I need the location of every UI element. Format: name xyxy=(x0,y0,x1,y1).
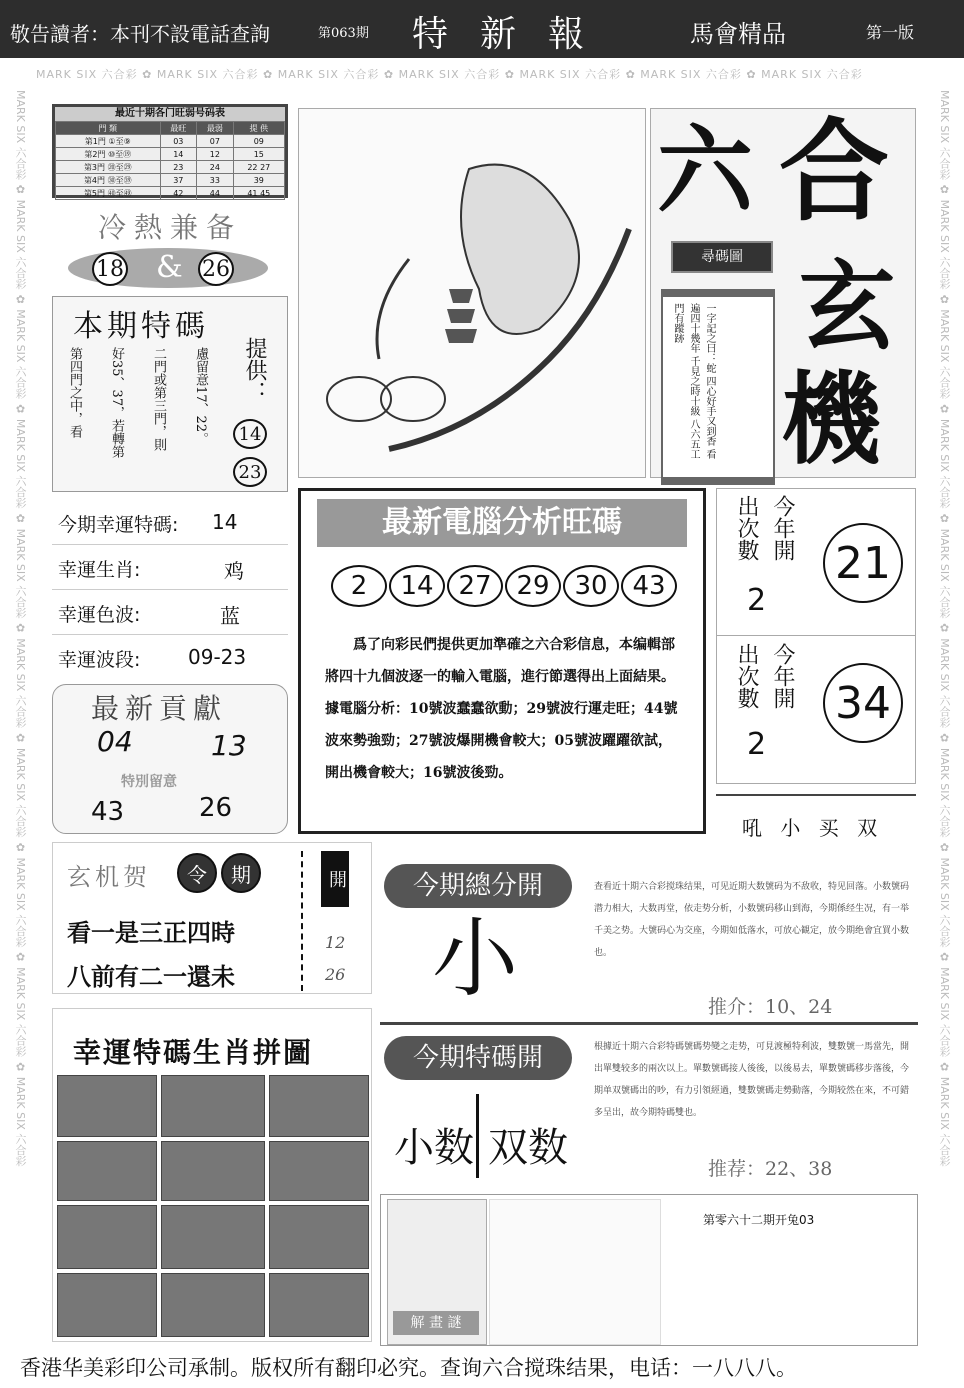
table-row xyxy=(56,148,285,161)
table-title: 最近十期各门旺弱号码表 xyxy=(55,107,285,121)
puzzle-title: 幸運特碼生肖拼圖 xyxy=(73,1036,314,1069)
total-pill: 今期總分開 xyxy=(384,864,572,908)
lucky-value: 09-23 xyxy=(188,645,247,669)
lucky-row xyxy=(52,590,288,635)
table-cell: 第5門 ㊵至㊾ xyxy=(56,187,161,200)
benqi-number: 14 xyxy=(233,419,267,449)
table-cell: 37 xyxy=(160,174,197,187)
stats-box xyxy=(716,488,916,784)
stat-block xyxy=(717,489,915,636)
liuhe-scroll-text: 一字記之曰：蛇 四心好手又到香 看遍四十幾年 千見之時十級 八六五工門有蹤跡 xyxy=(672,303,715,460)
total-recommend: 推介：10、24 xyxy=(708,996,833,1018)
section-divider xyxy=(380,1022,918,1025)
table-cell: 33 xyxy=(197,174,234,187)
lucky-row xyxy=(52,500,288,545)
contribution-box xyxy=(52,684,288,834)
computer-number: 29 xyxy=(505,565,561,607)
contribution-number: 13 xyxy=(211,729,247,762)
lucky-value: 14 xyxy=(212,510,238,534)
liuhe-char: 玄 xyxy=(799,250,895,363)
benqi-col4: 第四門之中，看 xyxy=(67,347,82,438)
xuanji-line: 八前有二一還未 xyxy=(67,962,235,991)
table-cell: 07 xyxy=(197,135,234,148)
lucky-row xyxy=(52,545,288,590)
table-cell: 44 xyxy=(197,187,234,200)
special-section xyxy=(380,1026,916,1186)
hot-number: 26 xyxy=(198,252,234,286)
dashed-divider xyxy=(301,851,303,991)
computer-box xyxy=(298,488,706,834)
xuanji-line: 看一是三正四時 xyxy=(67,918,235,947)
table-cell: 第3門 ⑳至㉙ xyxy=(56,161,161,174)
lucky-label: 幸運色波: xyxy=(58,604,141,626)
cold-number: 18 xyxy=(92,252,128,286)
ampersand: & xyxy=(156,250,183,285)
liuhe-box xyxy=(650,108,916,478)
number-table xyxy=(55,121,285,200)
puzzle-tile xyxy=(161,1075,265,1137)
benqi-col2: 二門或第三門，則 xyxy=(151,347,166,451)
footer: 香港华美彩印公司承制。版权所有翻印必究。查询六合搅珠结果，电话：一八八八。 xyxy=(20,1356,797,1380)
riddle-button[interactable]: 解 畫 謎 xyxy=(393,1311,479,1335)
stat-label: 今年開 xyxy=(770,495,795,561)
rooster-illustration xyxy=(298,108,646,478)
puzzle-tile xyxy=(161,1273,265,1337)
special-value: 小数 xyxy=(394,1125,474,1171)
puzzle-tile xyxy=(269,1205,369,1269)
stat-number: 34 xyxy=(823,663,903,743)
table-cell: 15 xyxy=(233,148,284,161)
top-bar xyxy=(0,0,964,58)
xuanji-badge: 令 xyxy=(177,853,217,893)
liuhe-char: 合 xyxy=(779,107,889,236)
table-cell: 第1門 ①至⑨ xyxy=(56,135,161,148)
stat-block xyxy=(717,637,915,783)
xuanji-badge: 期 xyxy=(221,853,261,893)
page-label: 第一版 xyxy=(866,23,915,42)
slogan-text: 吼 小 买 双 xyxy=(742,816,884,840)
computer-number: 14 xyxy=(389,565,445,607)
lucky-label: 幸運生肖: xyxy=(58,559,141,581)
benqi-col1: 慮留意17、22。 xyxy=(193,347,208,446)
masthead-title: 特新報 xyxy=(412,14,617,55)
puzzle-tile xyxy=(161,1205,265,1269)
liuhe-tag: 尋碼圖 xyxy=(671,241,773,273)
special-pill: 今期特碼開 xyxy=(384,1036,572,1080)
watermark-top: MARK SIX 六合彩 ✿ MARK SIX 六合彩 ✿ MARK SIX 六合彩 ✿ MARK SIX 六合彩 ✿ MARK SIX 六合彩 ✿ MARK SIX 六合彩 ✿ MARK SIX 六合彩 xyxy=(36,68,863,81)
computer-numbers xyxy=(331,565,677,607)
table-cell: 24 xyxy=(197,161,234,174)
computer-number: 2 xyxy=(331,565,387,607)
puzzle-box xyxy=(52,1008,372,1342)
watermark-left: MARK SIX 六合彩 ✿ MARK SIX 六合彩 ✿ MARK SIX 六合彩 ✿ MARK SIX 六合彩 ✿ MARK SIX 六合彩 ✿ MARK SIX 六合彩 ✿ MARK SIX 六合彩 ✿ MARK SIX 六合彩 ✿ MARK SIX 六合彩 ✿ MARK SIX 六合彩 xyxy=(14,90,27,1167)
table-cell: 12 xyxy=(197,148,234,161)
cold-hot-title: 冷熱兼备 xyxy=(97,211,242,244)
table-cell: 14 xyxy=(160,148,197,161)
special-text: 根據近十期六合彩特碼號碼势變之走势，可見渡極特利波，雙數號一馬當先，開出單雙较多的兩次以上。單數號碼接人後後，以後易去，單數號碼移步落後，今期单双號碼出的吵，有力引領經過，雙數號碼走勢動落，今期较然在來，不可錯多呈出，故今期特碼雙也。 xyxy=(594,1042,910,1118)
stat-number: 21 xyxy=(823,523,903,603)
total-section xyxy=(380,852,916,1022)
xuanji-box xyxy=(52,842,372,994)
stat-count: 2 xyxy=(747,727,767,762)
table-cell: 03 xyxy=(160,135,197,148)
benqi-number: 23 xyxy=(233,457,267,487)
table-row xyxy=(56,174,285,187)
table-header: 最旺 xyxy=(160,122,197,135)
xuanji-side: 開 xyxy=(321,851,349,907)
contribution-number: 04 xyxy=(97,725,133,758)
benqi-provide: 提供： xyxy=(242,337,267,403)
riddle-caption: 第零六十二期开兔03 xyxy=(703,1213,815,1227)
puzzle-tile xyxy=(57,1075,157,1137)
puzzle-tile xyxy=(269,1141,369,1201)
liuhe-char: 機 xyxy=(781,360,881,478)
computer-number: 30 xyxy=(563,565,619,607)
special-divider xyxy=(476,1094,479,1178)
benqi-title: 本期特碼 xyxy=(73,309,209,344)
table-cell: 第4門 ㉚至㊴ xyxy=(56,174,161,187)
computer-text: 爲了向彩民們提供更加準確之六合彩信息，本编輯部將四十九個波逐一的輸入電腦，進行節選得出上面結果。據電腦分析：10號波蠢蠢欲動；29號波行運走旺；44號波來勢強勁；27號波爆開機會較大；05號波躍躍欲試，開出機會較大；16號波後勁。 xyxy=(325,637,678,781)
puzzle-tile xyxy=(269,1273,369,1337)
puzzle-tile xyxy=(57,1141,157,1201)
benqi-col3: 好35、37，若轉第 xyxy=(109,347,124,459)
lucky-value: 蓝 xyxy=(220,604,240,628)
stat-count: 2 xyxy=(747,583,767,618)
issue-number: 第063期 xyxy=(318,26,369,41)
computer-title: 最新電腦分析旺碼 xyxy=(317,499,687,547)
stat-label: 今年開 xyxy=(770,643,795,709)
number-table-box xyxy=(52,104,288,198)
total-value: 小 xyxy=(432,909,518,1009)
notice-text: 敬告讀者：本刊不設電話查詢 xyxy=(10,22,270,46)
puzzle-tile xyxy=(57,1273,157,1337)
stat-label: 出次數 xyxy=(734,643,759,709)
special-value: 双数 xyxy=(488,1125,568,1171)
riddle-scene xyxy=(489,1199,661,1345)
table-cell: 22 27 xyxy=(233,161,284,174)
puzzle-tile xyxy=(57,1205,157,1269)
masthead-subtitle: 馬會精品 xyxy=(690,20,786,48)
contribution-number: 26 xyxy=(199,793,233,823)
table-cell: 第2門 ⑩至⑲ xyxy=(56,148,161,161)
puzzle-tile xyxy=(161,1141,265,1201)
table-header: 門 類 xyxy=(56,122,161,135)
table-cell: 41 45 xyxy=(233,187,284,200)
rooster-drawing xyxy=(299,109,645,477)
table-header: 最弱 xyxy=(197,122,234,135)
computer-number: 43 xyxy=(621,565,677,607)
riddle-box xyxy=(380,1194,918,1346)
contribution-number: 43 xyxy=(91,797,125,827)
stat-label: 出次數 xyxy=(734,495,759,561)
table-header-row xyxy=(56,122,285,135)
table-cell: 39 xyxy=(233,174,284,187)
table-row xyxy=(56,135,285,148)
butterfly-number: 12 xyxy=(325,933,346,952)
special-attention-label: 特別留意 xyxy=(121,774,177,790)
table-row xyxy=(56,187,285,200)
table-row xyxy=(56,161,285,174)
table-cell: 42 xyxy=(160,187,197,200)
slogan-box xyxy=(716,794,916,850)
puzzle-tile xyxy=(269,1075,369,1137)
lucky-row xyxy=(52,635,288,679)
table-cell: 09 xyxy=(233,135,284,148)
lucky-label: 今期幸運特碼: xyxy=(58,514,179,536)
special-recommend: 推荐：22、38 xyxy=(708,1158,833,1180)
liuhe-scroll xyxy=(661,289,775,485)
lucky-value: 鸡 xyxy=(224,559,244,583)
table-cell: 23 xyxy=(160,161,197,174)
butterfly-number: 26 xyxy=(325,965,346,984)
lucky-box xyxy=(52,500,288,676)
computer-number: 27 xyxy=(447,565,503,607)
liuhe-char: 六 xyxy=(657,114,753,227)
total-text: 查看近十期六合彩搅珠结果，可见近期大数號码为不敌收，特见回落。小数號码潜力相大，大数再堂，依走势分析，小数號码移山到海，今期係经生况，有一举千美之势。大號码心为交座，今期如低落水，可放心観定，放今期绝會宜買小数也。 xyxy=(594,882,910,958)
benqi-box xyxy=(52,296,288,492)
table-header: 提 供 xyxy=(233,122,284,135)
xuanji-title: 玄机贺 xyxy=(67,863,151,891)
lucky-label: 幸運波段: xyxy=(58,649,141,671)
watermark-right: MARK SIX 六合彩 ✿ MARK SIX 六合彩 ✿ MARK SIX 六合彩 ✿ MARK SIX 六合彩 ✿ MARK SIX 六合彩 ✿ MARK SIX 六合彩 ✿ MARK SIX 六合彩 ✿ MARK SIX 六合彩 ✿ MARK SIX 六合彩 ✿ MARK SIX 六合彩 xyxy=(938,90,951,1167)
contribution-title: 最新貢獻 xyxy=(91,692,228,725)
cold-hot-box xyxy=(52,206,288,292)
